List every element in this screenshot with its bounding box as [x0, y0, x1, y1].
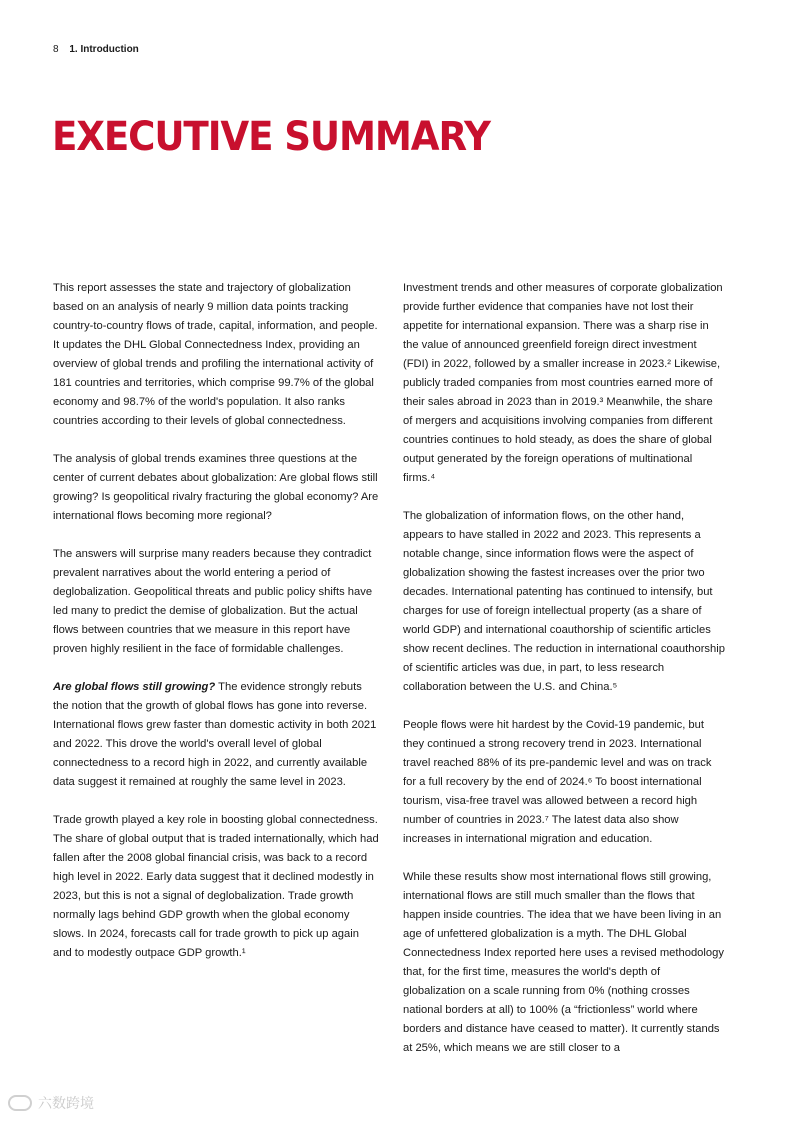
watermark	[8, 1093, 94, 1113]
page-title: EXECUTIVE SUMMARY	[52, 114, 490, 160]
page-header	[53, 44, 139, 56]
paragraph: This report assesses the state and trajectory of globalization based on an analysis of nearly 9 million data points tracking country-to-country flows of trade, capital, information, and people. It updates the DHL Global Connectedness Index, providing an overview of global trends and profiling the international activity of 181 countries and territories, which comprise 99.7% of the global economy and 98.7% of the world's population. It also ranks countries according to their levels of global connectedness.	[53, 282, 378, 427]
watermark-text: 六数跨境	[38, 1095, 94, 1111]
left-column	[53, 279, 380, 982]
paragraph: The analysis of global trends examines three questions at the center of current debates about globalization: Are global flows still growing? Is geopolitical rivalry fracturing the global economy? Are international flows becoming more regional?	[53, 453, 379, 522]
paragraph: Are global flows still growing? The evidence strongly rebuts the notion that the growth of global flows has gone into reverse. International flows grew faster than domestic activity in both 2021 and 2022. This drove the world's overall level of global connectedness to a record high in 2022, and currently available data suggest it remained at roughly the same level in 2023.	[53, 681, 377, 788]
watermark-logo-icon	[8, 1095, 32, 1111]
paragraph: While these results show most international flows still growing, international flows are still much smaller than the flows that happen inside countries. The idea that we have been living in an age of unfettered globalization is a myth. The DHL Global Connectedness Index reported here uses a revised methodology that, for the first time, measures the world's depth of globalization on a scale running from 0% (nothing crosses national borders at all) to 100% (a “frictionless” world where borders and distance have ceased to matter). It currently stands at 25%, which means we are still closer to a	[403, 871, 724, 1054]
section-title: 1. Introduction	[69, 44, 139, 55]
page-number: 8	[53, 44, 59, 55]
paragraph: Investment trends and other measures of corporate globalization provide further evidence that companies have not lost their appetite for international expansion. There was a sharp rise in the value of announced greenfield foreign direct investment (FDI) in 2022, followed by a smaller increase in 2023.² Likewise, publicly traded companies from most countries earned more of their sales abroad in 2023 than in 2019.³ Meanwhile, the share of mergers and acquisitions involving companies from different countries continues to hold steady, as does the share of global output generated by the foreign operations of multinational firms.⁴	[403, 282, 723, 484]
right-column	[403, 279, 725, 1077]
paragraph: The answers will surprise many readers because they contradict prevalent narratives about the world entering a period of deglobalization. Geopolitical threats and public policy shifts have led many to predict the demise of globalization. But the actual flows between countries that we measure in this report have proven highly resilient in the face of formidable challenges.	[53, 548, 373, 655]
paragraph: Trade growth played a key role in boosting global connectedness. The share of global output that is traded internationally, which had fallen after the 2008 global financial crisis, was back to a record high level in 2022. Early data suggest that it declined modestly in 2023, but this is not a signal of deglobalization. Trade growth normally lags behind GDP growth when the global economy slows. In 2024, forecasts call for trade growth to pick up again and to modestly outpace GDP growth.¹	[53, 814, 379, 959]
paragraph: People flows were hit hardest by the Covid-19 pandemic, but they continued a strong recovery trend in 2023. International travel reached 88% of its pre-pandemic level and was on track for a full recovery by the end of 2024.⁶ To boost international tourism, visa-free travel was allowed between a record high number of countries in 2023.⁷ The latest data also show increases in international migration and education.	[403, 719, 712, 845]
paragraph-lead: Are global flows still growing?	[53, 681, 216, 693]
paragraph: The globalization of information flows, on the other hand, appears to have stalled in 2022 and 2023. This represents a notable change, since information flows were the aspect of globalization showing the fastest increases over the prior two decades. International patenting has continued to intensify, but charges for use of foreign intellectual property (as a share of world GDP) and international coauthorship of scientific articles show recent declines. The reduction in international coauthorship of scientific articles was due, in part, to less research collaboration between the U.S. and China.⁵	[403, 510, 725, 693]
